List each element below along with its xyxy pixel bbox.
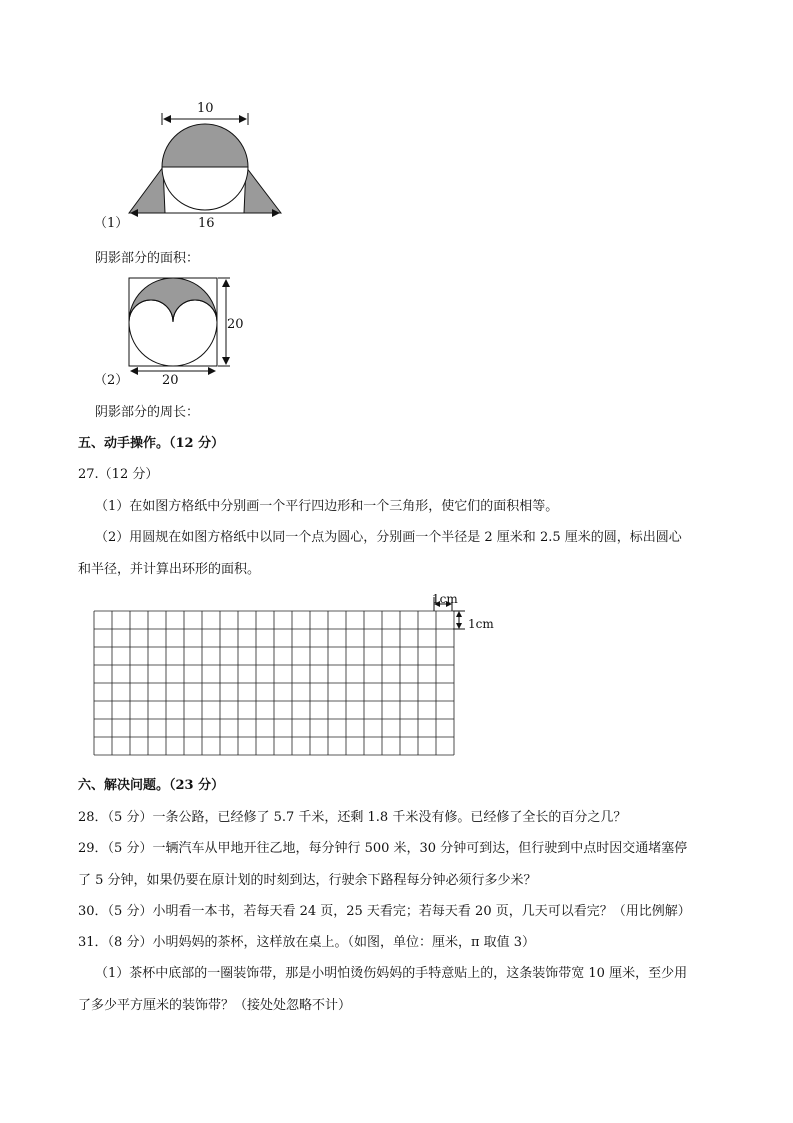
figure-2-bottom-dimension: 20	[162, 373, 179, 388]
upper-semicircle-shaded	[162, 124, 248, 167]
question-27-part-1: （1）在如图方格纸中分别画一个平行四边形和一个三角形，使它们的面积相等。	[95, 499, 559, 514]
grid-unit-vertical: 1cm	[468, 617, 494, 631]
question-27-number: 27.（12 分）	[78, 467, 159, 482]
question-31-part-1-line-2: 了多少平方厘米的装饰带？（接处处忽略不计）	[78, 998, 352, 1013]
question-31: 31．（8 分）小明妈妈的茶杯，这样放在桌上。（如图，单位：厘米，π 取值 3）	[78, 935, 536, 950]
section-5-heading: 五、动手操作。（12 分）	[78, 436, 225, 451]
figure-1-bottom-dimension: 16	[198, 216, 215, 231]
figure-1-caption: 阴影部分的面积：	[95, 251, 200, 266]
lower-semicircle	[162, 167, 248, 210]
left-shaded-triangle	[129, 167, 165, 213]
grid-unit-horizontal: 1cm	[432, 592, 458, 606]
figure-1-diagram	[90, 95, 300, 235]
question-27-part-2-line-2: 和半径，并计算出环形的面积。	[78, 562, 261, 577]
question-30: 30．（5 分）小明看一本书，若每天看 24 页，25 天看完；若每天看 20 页，几天可以看完？（用比例解）	[78, 904, 691, 919]
figure-2-label: （2）	[94, 373, 129, 388]
right-shaded-triangle	[244, 167, 281, 213]
question-29-line-2: 了 5 分钟，如果仍要在原计划的时刻到达，行驶余下路程每分钟必须行多少米？	[78, 873, 537, 888]
question-27-part-2-line-1: （2）用圆规在如图方格纸中以同一个点为圆心，分别画一个半径是 2 厘米和 2.5 厘米的圆，标出圆心	[95, 530, 682, 545]
figure-2-caption: 阴影部分的周长：	[95, 405, 200, 420]
question-29-line-1: 29．（5 分）一辆汽车从甲地开往乙地，每分钟行 500 米，30 分钟可到达，但行驶到中点时因交通堵塞停	[78, 841, 688, 856]
section-6-heading: 六、解决问题。（23 分）	[78, 778, 225, 793]
figure-2-side-dimension: 20	[227, 317, 244, 332]
question-31-part-1-line-1: （1）茶杯中底部的一圈装饰带，那是小明怕烫伤妈妈的手特意贴上的，这条装饰带宽 10 厘米，至少用	[95, 966, 688, 981]
figure-1-top-dimension: 10	[197, 101, 214, 116]
grid-paper	[90, 590, 510, 765]
question-28: 28．（5 分）一条公路，已经修了 5.7 千米，还剩 1.8 千米没有修。已经修了全长的百分之几？	[78, 810, 627, 825]
figure-1-label: （1）	[94, 216, 129, 231]
figure-2-diagram	[120, 272, 240, 382]
